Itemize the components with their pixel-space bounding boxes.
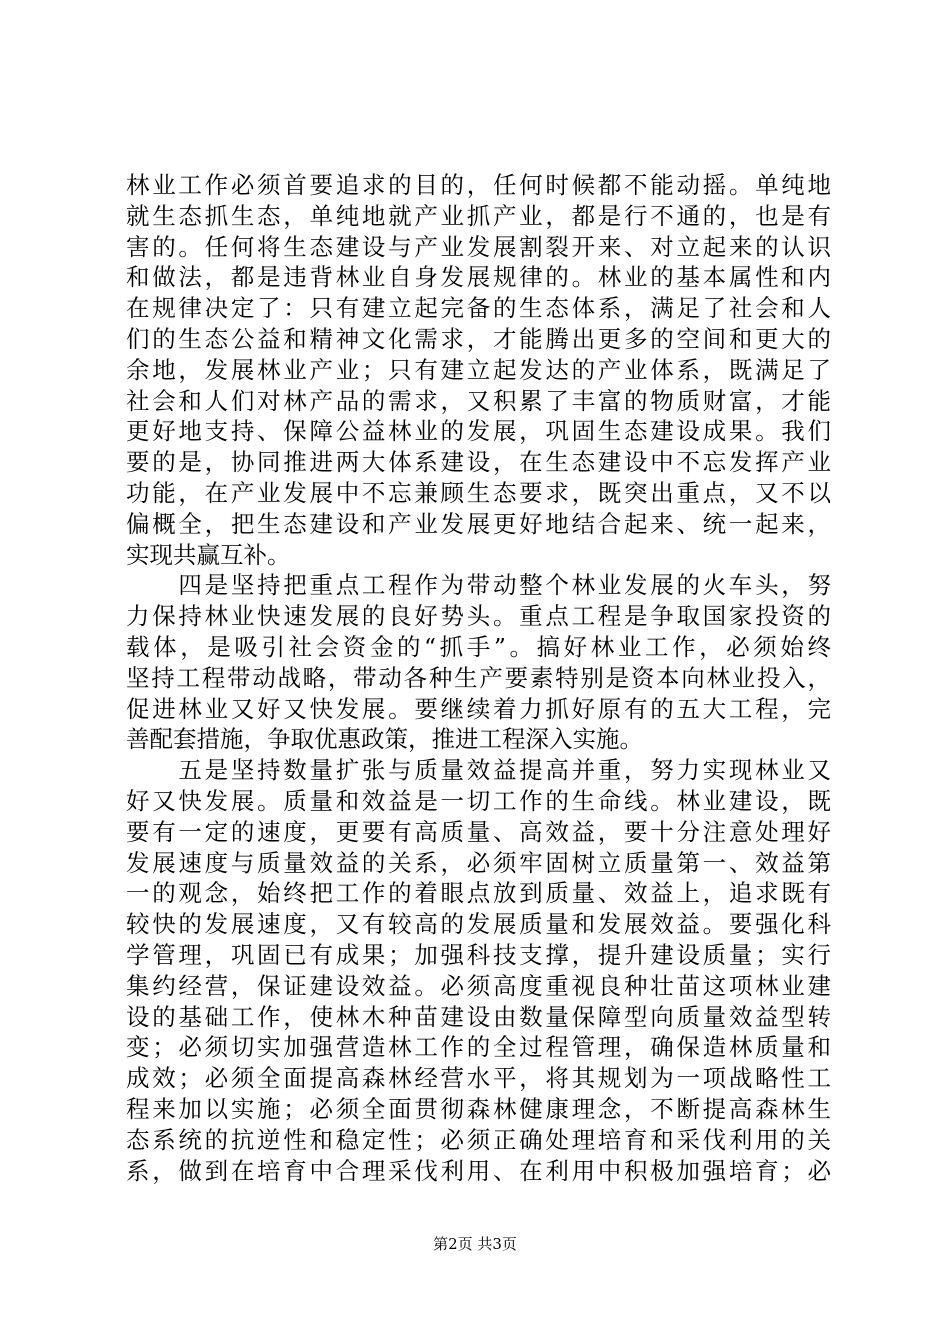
text-line: 一的观念，始终把工作的着眼点放到质量、效益上，追求既有 xyxy=(126,879,831,908)
text-line: 功能，在产业发展中不忘兼顾生态要求，既突出重点，又不以 xyxy=(126,478,831,507)
text-line: 要的是，协同推进两大体系建设，在生态建设中不忘发挥产业 xyxy=(126,448,831,477)
text-line: 余地，发展林业产业；只有建立起发达的产业体系，既满足了 xyxy=(126,355,831,384)
text-line: 林业工作必须首要追求的目的，任何时候都不能动摇。单纯地 xyxy=(126,171,831,199)
text-line: 偏概全，把生态建设和产业发展更好地结合起来、统一起来， xyxy=(126,509,831,538)
text-line: 善配套措施，争取优惠政策，推进工程深入实施。 xyxy=(126,725,643,754)
text-line: 促进林业又好又快发展。要继续着力抓好原有的五大工程，完 xyxy=(126,694,831,723)
text-line: 学管理，巩固已有成果；加强科技支撑，提升建设质量；实行 xyxy=(126,940,831,969)
text-line: 社会和人们对林产品的需求，又积累了丰富的物质财富，才能 xyxy=(126,386,831,415)
page-footer xyxy=(0,1234,950,1254)
text-line: 集约经营，保证建设效益。必须高度重视良种壮苗这项林业建 xyxy=(126,971,831,1000)
text-line: 们的生态公益和精神文化需求，才能腾出更多的空间和更大的 xyxy=(126,324,831,353)
text-line: 实现共赢互补。 xyxy=(126,540,291,569)
text-line: 害的。任何将生态建设与产业发展割裂开来、对立起来的认识 xyxy=(126,232,831,261)
text-line: 和做法，都是违背林业自身发展规律的。林业的基本属性和内 xyxy=(126,263,831,292)
text-line: 成效；必须全面提高森林经营水平，将其规划为一项战略性工 xyxy=(126,1064,831,1093)
text-line: 系，做到在培育中合理采伐利用、在利用中积极加强培育；必 xyxy=(126,1156,831,1185)
text-line: 变；必须切实加强营造林工作的全过程管理，确保造林质量和 xyxy=(126,1033,831,1062)
text-line: 四是坚持把重点工程作为带动整个林业发展的火车头，努 xyxy=(126,571,831,600)
text-line: 态系统的抗逆性和稳定性；必须正确处理培育和采伐利用的关 xyxy=(126,1125,831,1154)
text-line: 更好地支持、保障公益林业的发展，巩固生态建设成果。我们 xyxy=(126,417,831,446)
text-line: 要有一定的速度，更要有高质量、高效益，要十分注意处理好 xyxy=(126,817,831,846)
text-line: 较快的发展速度，又有较高的发展质量和发展效益。要强化科 xyxy=(126,910,831,939)
text-line: 力保持林业快速发展的良好势头。重点工程是争取国家投资的 xyxy=(126,602,831,631)
page-number-label: 第2页 共3页 xyxy=(433,1235,517,1253)
text-line: 五是坚持数量扩张与质量效益提高并重，努力实现林业又 xyxy=(126,756,831,785)
text-line: 设的基础工作，使林木种苗建设由数量保障型向质量效益型转 xyxy=(126,1002,831,1031)
text-line: 好又快发展。质量和效益是一切工作的生命线。林业建设，既 xyxy=(126,786,831,815)
text-line: 坚持工程带动战略，带动各种生产要素特别是资本向林业投入， xyxy=(126,663,831,692)
text-line: 在规律决定了：只有建立起完备的生态体系，满足了社会和人 xyxy=(126,294,831,323)
text-line: 发展速度与质量效益的关系，必须牢固树立质量第一、效益第 xyxy=(126,848,831,877)
text-line: 程来加以实施；必须全面贯彻森林健康理念，不断提高森林生 xyxy=(126,1094,831,1123)
text-line: 就生态抓生态，单纯地就产业抓产业，都是行不通的，也是有 xyxy=(126,201,831,230)
body-text xyxy=(126,170,831,1186)
text-line: 载体，是吸引社会资金的“抓手”。搞好林业工作，必须始终 xyxy=(126,632,831,661)
